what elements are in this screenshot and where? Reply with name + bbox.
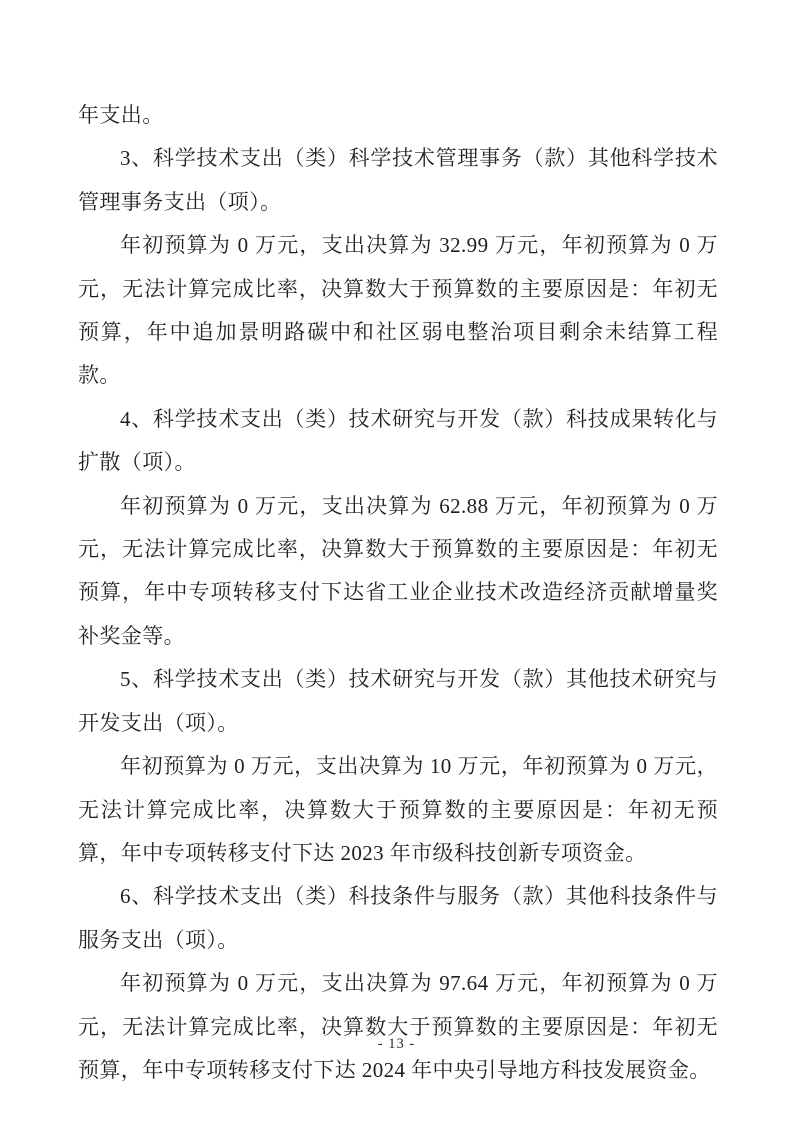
item-5-detail: 年初预算为 0 万元，支出决算为 10 万元，年初预算为 0 万元，无法计算完成比率，决算数大于预算数的主要原因是：年初无预算，年中专项转移支付下达 2023 年市级科技创新专项资金。: [78, 754, 718, 865]
item-6-detail: 年初预算为 0 万元，支出决算为 97.64 万元，年初预算为 0 万元，无法计算完成比率，决算数大于预算数的主要原因是：年初无预算，年中专项转移支付下达 2024 年中央引导地方科技发展资金。: [78, 971, 718, 1082]
item-5-heading: 5、科学技术支出（类）技术研究与开发（款）其他技术研究与开发支出（项）。: [78, 667, 718, 735]
item-6-heading: 6、科学技术支出（类）科技条件与服务（款）其他科技条件与服务支出（项）。: [78, 884, 718, 952]
document-body: [78, 94, 718, 1092]
item-3-detail: 年初预算为 0 万元，支出决算为 32.99 万元，年初预算为 0 万元，无法计算完成比率，决算数大于预算数的主要原因是：年初无预算，年中追加景明路碳中和社区弱电整治项目剩余未结算工程款。: [78, 233, 718, 388]
item-4-heading: 4、科学技术支出（类）技术研究与开发（款）科技成果转化与扩散（项）。: [78, 406, 718, 475]
paragraph-carryover: 年支出。: [78, 103, 164, 127]
page-number: - 13 -: [377, 1036, 416, 1052]
item-3-heading: 3、科学技术支出（类）科学技术管理事务（款）其他科学技术管理事务支出（项）。: [78, 146, 718, 214]
item-4-detail: 年初预算为 0 万元，支出决算为 62.88 万元，年初预算为 0 万元，无法计算完成比率，决算数大于预算数的主要原因是：年初无预算，年中专项转移支付下达省工业企业技术改造经济贡献增量奖补奖金等。: [78, 493, 718, 648]
